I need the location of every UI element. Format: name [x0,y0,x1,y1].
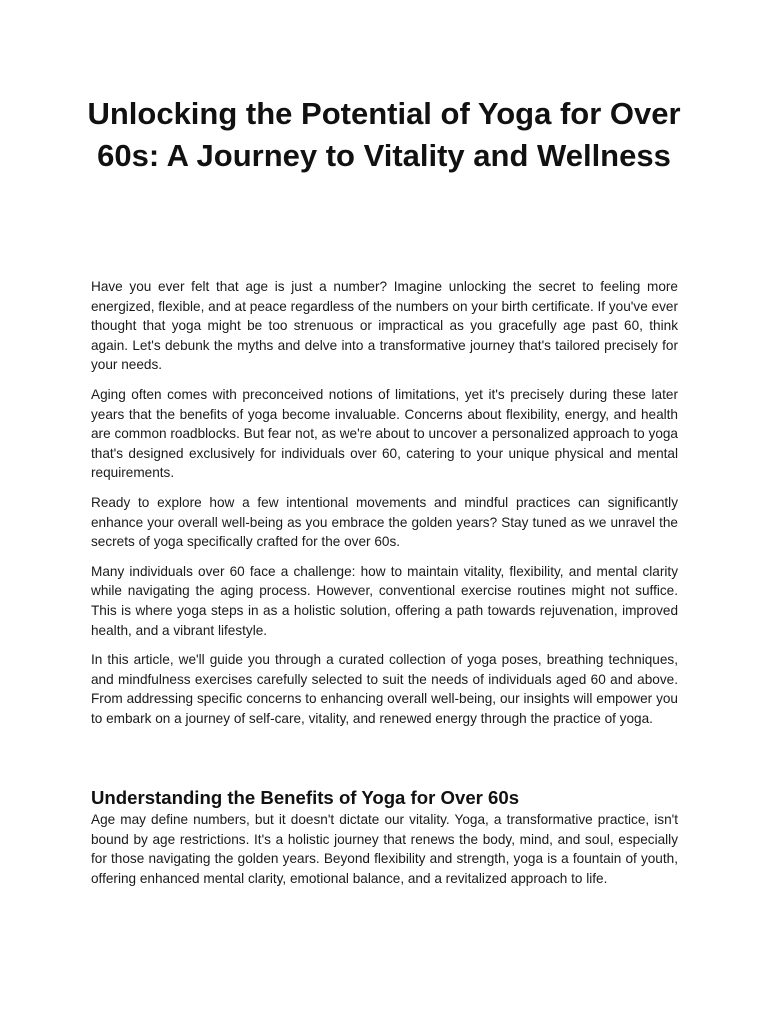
intro-section [91,277,678,738]
intro-paragraph-1: Have you ever felt that age is just a number? Imagine unlocking the secret to feeling more energized, flexible, and at peace regardless of the numbers on your birth certificate. If you've ever thought that yoga might be too strenuous or impractical as you gracefully age past 60, think again. Let's debunk the myths and delve into a transformative journey that's tailored precisely for your needs. [91,279,678,373]
document-title: Unlocking the Potential of Yoga for Over 60s: A Journey to Vitality and Wellness [87,96,681,173]
section-heading: Understanding the Benefits of Yoga for Over 60s [91,787,520,808]
section-paragraph-1: Age may define numbers, but it doesn't dictate our vitality. Yoga, a transformative practice, isn't bound by age restrictions. It's a holistic journey that renews the body, mind, and soul, especially for those navigating the golden years. Beyond flexibility and strength, yoga is a fountain of youth, offering enhanced mental clarity, emotional balance, and a revitalized approach to life. [91,812,678,886]
benefits-section [91,810,678,898]
intro-paragraph-5: In this article, we'll guide you through a curated collection of yoga poses, breathing techniques, and mindfulness exercises carefully selected to suit the needs of individuals aged 60 and above. From addressing specific concerns to enhancing overall well-being, our insights will empower you to embark on a journey of self-care, vitality, and renewed energy through the practice of yoga. [91,652,678,726]
intro-paragraph-4: Many individuals over 60 face a challenge: how to maintain vitality, flexibility, and mental clarity while navigating the aging process. However, conventional exercise routines might not suffice. This is where yoga steps in as a holistic solution, offering a path towards rejuvenation, improved health, and a vibrant lifestyle. [91,563,678,638]
intro-paragraph-2: Aging often comes with preconceived notions of limitations, yet it's precisely during these later years that the benefits of yoga become invaluable. Concerns about flexibility, energy, and health are common roadblocks. But fear not, as we're about to uncover a personalized approach to yoga that's designed exclusively for individuals over 60, catering to your unique physical and mental requirements. [91,386,678,481]
intro-paragraph-3: Ready to explore how a few intentional movements and mindful practices can significantly enhance your overall well-being as you embrace the golden years? Stay tuned as we unravel the secrets of yoga specifically crafted for the over 60s. [91,494,678,550]
